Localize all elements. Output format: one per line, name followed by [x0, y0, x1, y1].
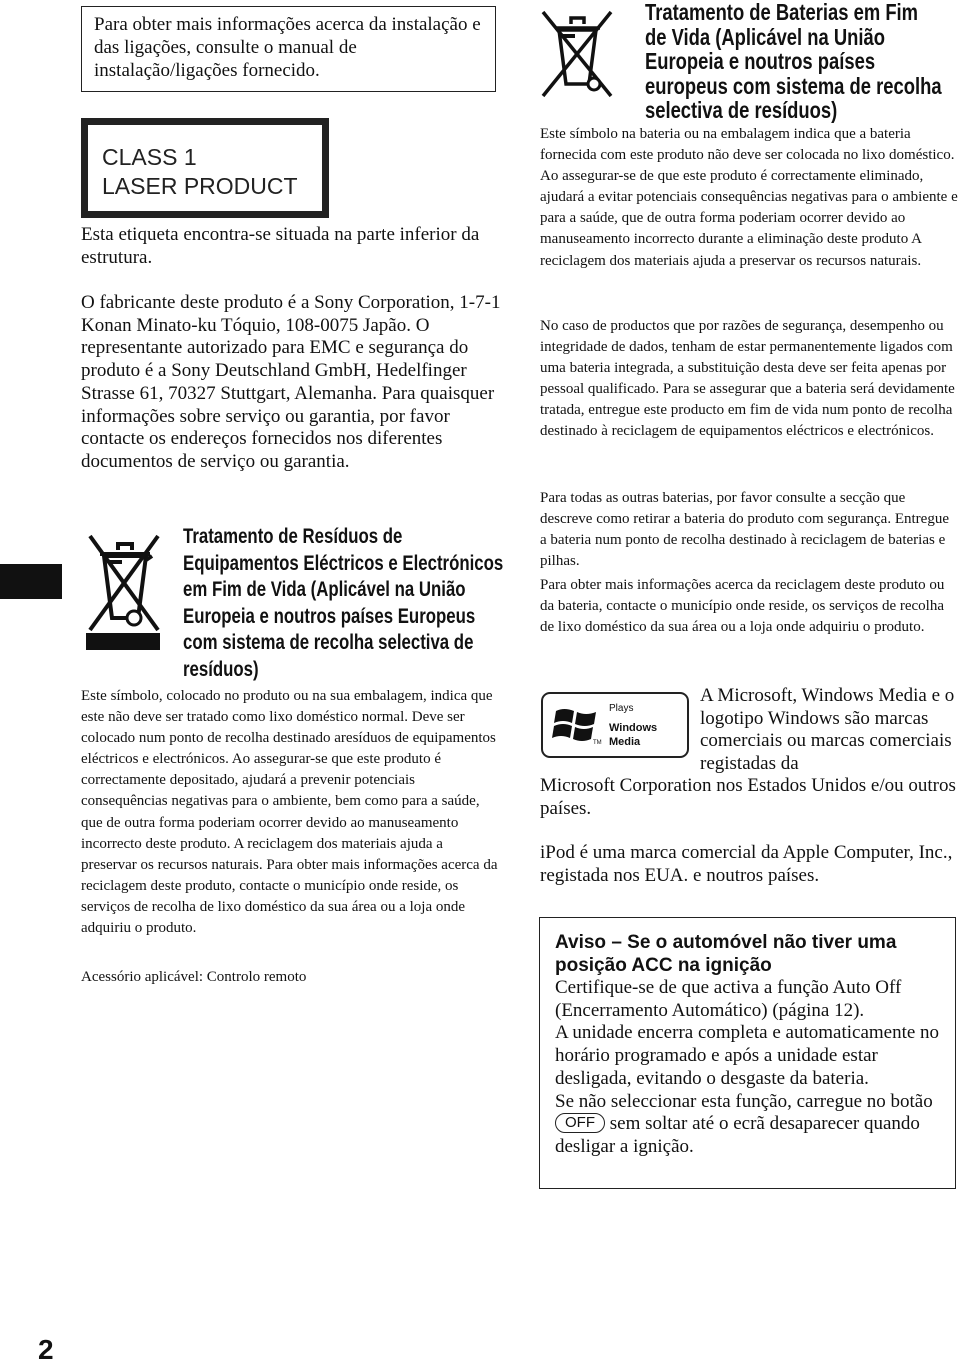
- battery-paragraph-1: Este símbolo na bateria ou na embalagem indica que a bateria fornecida com este produto não deve ser colocada no lixo doméstico. Ao assegurar-se de que este produto é correctamente eliminado, ajudará a evitar potenciais consequências negativas para o ambiente e para a saúde, que de outra forma poderiam ocorrer devido ao manuseamento incorrecto durante a eliminação deste produto A reciclagem dos materiais ajuda a preservar os recursos naturais.: [540, 126, 958, 269]
- microsoft-trademark-text-b: Microsoft Corporation nos Estados Unidos e/ou outros países.: [540, 775, 956, 819]
- class1-laser-label: [81, 118, 329, 218]
- battery-heading-line: europeus com sistema de recolha: [645, 72, 942, 99]
- weee-heading: [183, 524, 563, 683]
- side-tab-marker: [0, 564, 62, 599]
- crossed-bin-icon: [86, 530, 162, 654]
- battery-crossed-bin-icon: [541, 8, 613, 100]
- battery-heading-line: Europeia e noutros países: [645, 48, 876, 74]
- plays-windows-media-logo: [541, 692, 689, 758]
- aviso-paragraph-3: [555, 1091, 940, 1159]
- battery-heading: [645, 0, 960, 123]
- wm-logo-media: Media: [609, 736, 641, 748]
- battery-paragraph-2: No caso de productos que por razões de segurança, desempenho ou integridade de dados, tenham de estar permanentemente ligados com uma bateria integrada, a substituição desta deve ser feita apenas por pessoal qualificado. Para se assegurar que a bateria será devidamente tratada, entregue este producto em fim de vida num ponto de recolha destinado à reciclagem de equipamentos eléctricos e electrónicos.: [540, 318, 955, 440]
- weee-heading-line: Tratamento de Resíduos de: [183, 525, 403, 548]
- accessory-text: Acessório aplicável: Controlo remoto: [81, 969, 307, 985]
- installation-note-text: Para obter mais informações acerca da instalação e das ligações, consulte o manual de instalação/ligações fornecido.: [94, 14, 481, 81]
- aviso-paragraph-1: Certifique-se de que activa a função Auto Off (Encerramento Automático) (página 12).: [555, 977, 902, 1021]
- battery-heading-line: de Vida (Aplicável na União: [645, 23, 885, 50]
- wm-logo-tm: TM: [593, 740, 602, 746]
- label-location-text: Esta etiqueta encontra-se situada na parte inferior da estrutura.: [81, 224, 480, 268]
- weee-heading-line: resíduos): [183, 657, 259, 681]
- weee-heading-line: em Fim de Vida (Aplicável na União: [183, 578, 466, 601]
- wm-logo-plays: Plays: [609, 703, 634, 714]
- weee-body-text: Este símbolo, colocado no produto ou na sua embalagem, indica que este não deve ser tratado como lixo doméstico normal. Deve ser colocado num ponto de recolha destinado aresíduos de equipamentos eléctricos e electrónicos. Ao assegurar-se que este produto é correctamente depositado, ajudará a prevenir potenciais consequências negativas para o ambiente, bem como para a saúde, que de outra forma poderiam ocorrer devido ao manuseamento incorrecto deste produto. A reciclagem dos materiais ajuda a preservar os recursos naturais. Para obter mais informações acerca da reciclagem deste produto, contacte o município onde reside, os serviços de recolha de lixo doméstico da sua área ou a loja onde adquiriu o produto.: [81, 688, 498, 937]
- microsoft-trademark-text-a: A Microsoft, Windows Media e o logotipo Windows são marcas comerciais ou marcas comerciais registadas da: [700, 685, 955, 775]
- installation-note-box: [81, 6, 496, 92]
- weee-heading-line: Europeia e noutros países Europeus: [183, 604, 476, 628]
- battery-heading-line: Tratamento de Baterias em Fim: [645, 0, 919, 25]
- page-number: 2: [38, 1334, 54, 1365]
- aviso-p3-after: sem soltar até o ecrã desaparecer quando desligar a ignição.: [555, 1113, 920, 1157]
- ipod-trademark-text: iPod é uma marca comercial da Apple Computer, Inc., registada nos EUA. e noutros países.: [540, 842, 953, 886]
- off-button-glyph: OFF: [555, 1113, 605, 1133]
- laser-label-line2: LASER PRODUCT: [102, 173, 298, 199]
- laser-label-line1: CLASS 1: [102, 144, 197, 170]
- aviso-paragraph-2: A unidade encerra completa e automaticamente no horário programado e após a unidade estar desligada, evitando o desgaste da bateria.: [555, 1022, 940, 1089]
- aviso-heading: Aviso – Se o automóvel não tiver uma posição ACC na ignição: [555, 932, 897, 976]
- manufacturer-text: O fabricante deste produto é a Sony Corporation, 1-7-1 Konan Minato-ku Tóquio, 108-0075 Japão. O representante autorizado para EMC e segurança do produto é a Sony Deutschland GmbH, Hedelfinger Strasse 61, 70327 Stuttgart, Alemanha. Para quaisquer informações sobre serviço ou garantia, por favor contacte os endereços fornecidos nos diferentes documentos de serviço ou garantia.: [81, 292, 501, 472]
- aviso-p3-before: Se não seleccionar esta função, carregue no botão: [555, 1090, 933, 1112]
- weee-heading-line: com sistema de recolha selectiva de: [183, 631, 474, 654]
- aviso-box: [539, 917, 956, 1189]
- windows-flag-icon: [552, 705, 602, 745]
- battery-heading-line: selectiva de resíduos): [645, 97, 838, 123]
- battery-paragraph-3: Para todas as outras baterias, por favor consulte a secção que descreve como retirar a bateria do produto com segurança. Entregue a bateria num ponto de recolha destinado à reciclagem de baterias e pilhas.: [540, 490, 949, 570]
- battery-paragraph-4: Para obter mais informações acerca da reciclagem deste produto ou da bateria, contacte o município onde reside, os serviços de recolha de lixo doméstico da sua área ou a loja onde adquiriu o produto.: [540, 577, 945, 636]
- weee-heading-line: Equipamentos Eléctricos e Electrónicos: [183, 551, 504, 575]
- wm-logo-windows: Windows: [609, 722, 658, 734]
